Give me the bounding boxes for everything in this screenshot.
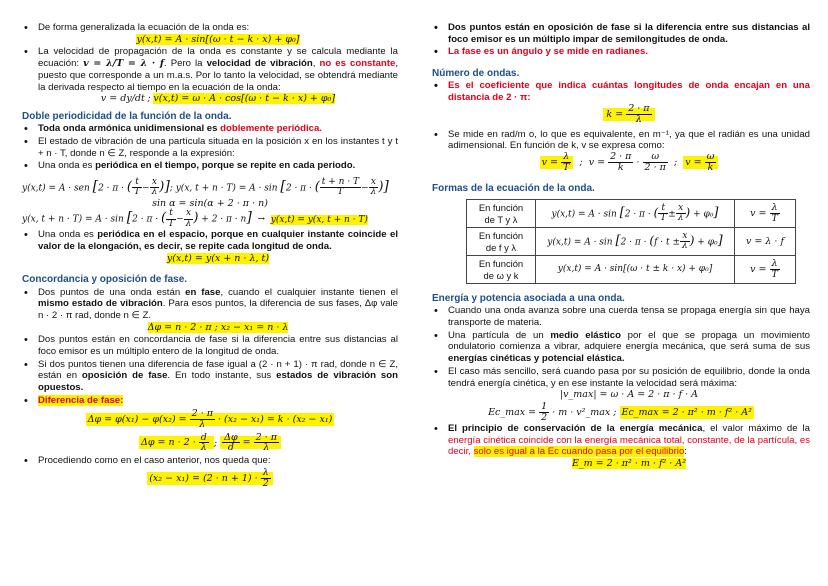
eqE-den1: λ	[200, 442, 207, 454]
left-column	[22, 22, 398, 489]
velocity-text-2: . Pero la	[164, 58, 207, 70]
doubly-periodic-text-1: Toda onda armónica unidimensional es	[38, 123, 221, 135]
eqA-minus-2: −	[361, 183, 369, 194]
eqD-highlight	[86, 407, 335, 430]
velocity-k-frac-4	[705, 152, 717, 173]
row-eq-mid: 2 · π ·	[624, 209, 651, 220]
opposition-text-2: oposición de fase	[81, 370, 168, 382]
eqE-highlight-2	[220, 431, 281, 454]
equation-time-period: y(x,t) = A · sen [2 · π · ( $\frac{t}{T}$ − $\frac{x}{\lambda}$ )]; y(x, t + n · T) = A · sin [2 · π · ( $\frac{t + n \cdot T}{T}$ − $\frac{x}{\lambda}$ )]	[22, 176, 389, 198]
eqA-frac-tnt	[320, 178, 361, 198]
row-vd: T	[771, 269, 778, 281]
velocity-formula: v = λ/T = λ · f	[83, 58, 164, 70]
velocity-k-frac-1	[561, 152, 571, 173]
row-d2: λ	[677, 213, 684, 224]
periodic-time-text-2: periódica en el tiempo, porque se repite en cada periodo.	[95, 160, 356, 172]
row-pm: f · t ±	[654, 237, 681, 248]
velocity-k-sep-1: ;	[579, 157, 583, 169]
eqF-highlight	[147, 467, 273, 490]
wave-equation-text: De forma generalizada la ecuación de la onda es:	[38, 22, 250, 33]
in-phase-text-3: , cuando el cualquier instante tienen el	[220, 286, 398, 298]
bullet-equilibrium	[432, 366, 810, 401]
max-velocity-formula: |v_max| = ω · A = 2 · π · f · A	[559, 389, 699, 401]
eqA-den2: λ	[151, 187, 158, 198]
eqA-num3: t + n · T	[321, 176, 360, 187]
equation-time-result: y(x, t + n · T) = A · sin [2 · π · ( $\frac{t}{T}$ − $\frac{x}{\lambda}$ ) + 2 · π · n] → y(x,t) = y(x, t + n · T)	[22, 208, 368, 229]
derivative-separator: ;	[147, 93, 151, 105]
heading-equation-forms: Formas de la ecuación de la onda.	[432, 182, 595, 194]
wave-number-formula	[603, 102, 654, 125]
velocity-k-num3: ω	[643, 152, 668, 163]
eqF-num: λ	[261, 468, 271, 479]
velocity-k-v2: v =	[588, 157, 606, 169]
bullet-elastic-medium	[432, 330, 810, 365]
conservation-text-1: El principio de conservación de la energía mecánica	[448, 422, 703, 434]
eqC-part-1: y(x, t + n · T) = A · sin	[22, 214, 124, 225]
eqC-part-2: 2 · π ·	[132, 214, 159, 225]
eqC-frac-t	[166, 209, 176, 229]
velocity-k-frac-2	[608, 152, 633, 173]
units-text: Se mide en rad/m o, lo que es equivalente, en m⁻¹, ya que el radián es una unidad adimensional. En función de k, v se expresa como:	[448, 128, 810, 152]
bullet-wave-number-definition	[432, 80, 810, 124]
velocity-k-num4: ω	[706, 151, 715, 163]
conservation-text-4: solo es igual a la Ec cuando pasa por el equilibrio	[473, 446, 685, 458]
opposition-text-1: Si dos puntos tienen una diferencia de fase igual a (2 · n + 1) · π rad, donde n ∈ Z, están en	[38, 358, 398, 382]
bullet-velocity	[22, 46, 398, 105]
phase-difference-label: Diferencia de fase:	[38, 394, 124, 406]
in-phase-text-4: mismo estado de vibración	[38, 298, 163, 310]
right-column	[432, 22, 810, 471]
eqF-den: 2	[262, 478, 269, 490]
row-equation: y(x,t) = A · sin [2 · π · ( $\frac{t}{T}$ ± $\frac{x}{\lambda}$ ) + φ₀]	[536, 200, 735, 228]
bullet-vibration-state: • El estado de vibración de una partícula situada en la posición x en los instantes t y t + n · T, donde n ∈ Z, responde a la expresión:	[22, 136, 398, 159]
eqA-num2: x	[150, 178, 160, 188]
row-n2: x	[676, 204, 686, 214]
kinetic-den: 2	[541, 411, 548, 423]
eqE-den2: d	[227, 442, 234, 454]
row-label	[467, 200, 536, 228]
eqE-den3: λ	[263, 442, 270, 454]
eqC-arrow: →	[257, 214, 266, 225]
in-phase-formula: Δφ = n · 2 · π ; x₂ − x₁ = n · λ	[147, 321, 289, 333]
row-eq-post: + φ₀	[697, 237, 718, 248]
eqA-minus: −	[142, 183, 150, 194]
eqC-num2: x	[184, 209, 194, 219]
derivative-formula: v = dy/dt	[100, 93, 145, 105]
velocity-k-v1: v =	[541, 157, 559, 169]
eqE-num2: Δφ	[224, 431, 238, 443]
bullet-phase-angle: • La fase es un ángulo y se mide en radianes.	[432, 46, 810, 58]
velocity-k-den4: k	[707, 162, 714, 174]
eqC-den2: λ	[185, 218, 192, 229]
eqE-frac-2	[222, 433, 240, 454]
opposition-text-4: estados de vibración son opuestos.	[38, 370, 398, 394]
bullet-units	[432, 129, 810, 173]
eqA-part-2b: 2 · π ·	[285, 183, 312, 194]
heading-phase: Concordancia y oposición de fase.	[22, 274, 188, 286]
velocity-text-5: no es constante	[319, 58, 396, 70]
bullet-proceeding: • Procediendo como en el caso anterior, nos queda que:	[22, 455, 398, 467]
eqE-frac-1	[199, 433, 209, 454]
row-velocity	[735, 228, 796, 256]
bullet-wave-equation	[22, 22, 398, 45]
eqA-num1: t	[132, 178, 142, 188]
row-v-pre: v =	[750, 264, 767, 276]
table-row	[467, 228, 796, 256]
wave-number-frac	[626, 104, 651, 125]
row-v-frac	[770, 203, 780, 224]
eqD-den: λ	[199, 418, 206, 430]
conservation-text-2: , el valor máximo de la	[702, 422, 810, 434]
wave-number-text: Es el coeficiente que indica cuántas longitudes de onda encajan en una distancia de 2 · π:	[448, 80, 810, 103]
eqD-part-1: Δφ = φ(x₁) − φ(x₂) =	[87, 413, 187, 425]
velocity-k-sep-2: ;	[673, 157, 678, 169]
bullet-energy-conservation	[432, 423, 810, 470]
kinetic-highlight: Ec_max = 2 · π² · m · f² · A²	[621, 406, 752, 418]
equation-forms-table	[466, 199, 796, 284]
row-label	[467, 228, 536, 256]
eqA-num4: x	[369, 178, 379, 188]
row-v-pre: v =	[750, 208, 767, 220]
bullet-energy-propagation: • Cuando una onda avanza sobre una cuerda tensa se propaga energía sin que haya transporte de materia.	[432, 305, 810, 328]
periodic-space-text-2: periódica en el espacio, porque en cualquier instante coincide el valor de la elongación, es decir, se repite cada longitud de onda.	[38, 229, 398, 252]
eqA-frac-t	[132, 178, 142, 198]
row-frac-1	[658, 204, 668, 224]
eqA-den4: λ	[370, 187, 377, 198]
row-label-line1: En función	[478, 258, 524, 270]
elastic-text-1: Una partícula de un	[448, 329, 551, 341]
wave-equation-formula: y(x,t) = A · sin[(ω · t − k · x) + φ₀]	[136, 33, 300, 45]
eqE-highlight-1	[139, 431, 214, 454]
eqE-sep: ;	[213, 437, 218, 449]
velocity-text-3: velocidad de vibración	[206, 58, 313, 70]
periodic-time-text-1: Una onda es	[38, 160, 96, 172]
in-phase-text-2: en fase	[185, 286, 221, 298]
eqE-num1: d	[200, 431, 207, 443]
equation-phase-difference	[22, 409, 398, 430]
eqC-num1: t	[166, 209, 176, 219]
row-d1: T	[660, 213, 667, 224]
row-eq-pre: y(x,t) = A · sin	[547, 237, 613, 248]
eqF-frac	[261, 468, 271, 489]
row-velocity	[735, 200, 796, 228]
elastic-text-4: energías cinéticas y potencial elástica.	[448, 353, 625, 365]
heading-wave-number: Número de ondas.	[432, 68, 520, 80]
eqE-eq: =	[242, 437, 251, 449]
equation-odd-half-wavelength	[22, 468, 398, 489]
opposition-text-3: . En todo instante, sus	[167, 370, 277, 382]
row-eq-post: + φ₀	[693, 209, 714, 220]
velocity-k-formulas	[448, 152, 810, 173]
eqA-den1: T	[134, 187, 141, 198]
eqC-part-3: + 2 · π · n	[201, 214, 247, 225]
bullet-doubly-periodic	[22, 123, 398, 135]
row-d2: λ	[682, 241, 688, 252]
row-equation: y(x,t) = A · sin [2 · π · (f · t ± $\frac{x}{\lambda}$ ) + φ₀]	[536, 228, 735, 256]
row-pm: ±	[668, 209, 676, 220]
eqE-part-1: Δφ = n · 2 ·	[140, 437, 196, 449]
velocity-k-num1: λ	[561, 152, 571, 163]
kinetic-part-1: Ec_max =	[488, 406, 537, 418]
bullet-opposition-distance: • Dos puntos están en oposición de fase si la diferencia entre sus distancias al foco emisor es un múltiplo impar de semilongitudes de onda.	[432, 22, 810, 45]
eqC-minus: −	[176, 214, 184, 225]
table-row	[467, 256, 796, 284]
velocity-k-den3: 2 · π	[644, 162, 666, 174]
eqE-num3: 2 · π	[255, 431, 278, 443]
velocity-text-6: , puesto que corresponde a un m.a.s. Por lo tanto la velocidad, se obtendrá mediante la derivada respecto al tiempo en la ecuación de la onda:	[38, 58, 398, 93]
eqD-frac	[190, 409, 215, 430]
periodic-space-text-1: Una onda es	[38, 229, 98, 241]
velocity-k-v3: v =	[685, 157, 702, 169]
conservation-text-5: :	[684, 446, 687, 458]
row-frac-2	[676, 204, 686, 224]
eqA-part-3: ; y(x, t + n · T) = A · sin	[169, 183, 278, 194]
eqA-frac-x2	[369, 178, 379, 198]
vibration-velocity-formula: v(x,t) = ω · A · cos[(ω · t − k · x) + φ₀]	[153, 93, 336, 105]
table-row	[467, 200, 796, 228]
heading-energy: Energía y potencia asociada a una onda.	[432, 293, 625, 305]
bullet-opposition	[22, 359, 398, 394]
velocity-k-dot: ·	[636, 157, 640, 169]
row-n1: t	[658, 204, 668, 214]
row-label-line1: En función	[478, 202, 524, 214]
eqA-frac-x	[150, 178, 160, 198]
row-frac-2	[680, 232, 690, 252]
kinetic-frac	[539, 402, 549, 423]
velocity-k-num2: 2 · π	[610, 151, 632, 163]
row-label-line2: de f y λ	[485, 241, 517, 253]
row-eq-pre: y(x,t) = A · sin	[551, 209, 617, 220]
bullet-periodic-space	[22, 229, 398, 264]
in-phase-text-1: Dos puntos de una onda están	[38, 286, 186, 298]
row-v-frac	[770, 259, 780, 280]
row-label-line1: En función	[478, 230, 524, 242]
row-vn: λ	[770, 203, 780, 214]
eqD-part-2: · (x₂ − x₁) = k · (x₂ − x₁)	[218, 413, 333, 425]
eqA-den3: T	[337, 187, 344, 198]
row-equation	[536, 256, 735, 284]
eqC-highlight: y(x,t) = y(x, t + n · T)	[270, 214, 368, 225]
row-vd: T	[771, 213, 778, 225]
row-label-line2: de ω y k	[483, 269, 519, 281]
doubly-periodic-text-2: doblemente periódica.	[220, 123, 322, 135]
conservation-text-3: energía cinética coincide con la energía mecánica total, constante, de la partícula, es decir,	[448, 434, 810, 458]
eqA-part-1: y(x,t) = A · sen	[22, 183, 90, 194]
velocity-text-1: La velocidad de propagación de la onda es constante y se calcula mediante la ecuación:	[38, 46, 398, 70]
velocity-k-frac-3	[643, 152, 668, 173]
row-v-pre: v = λ · f	[746, 235, 784, 247]
velocity-k-hl-1	[540, 151, 574, 174]
kinetic-energy-formula	[432, 402, 810, 423]
equation-phase-distance	[22, 433, 398, 454]
bullet-in-phase	[22, 287, 398, 334]
heading-double-periodicity: Doble periodicidad de la función de la onda.	[22, 110, 232, 122]
velocity-k-hl-2	[683, 151, 718, 174]
in-phase-text-5: . Para esos puntos, la diferencia de sus fases, Δφ vale n · 2 · π rad, donde n ∈ Z.	[38, 298, 398, 321]
velocity-k-den1: T	[563, 162, 570, 174]
eqA-part-2: 2 · π ·	[98, 183, 125, 194]
row-velocity	[735, 256, 796, 284]
bullet-periodic-time	[22, 160, 398, 172]
wave-number-den: λ	[635, 113, 642, 125]
kinetic-part-2: · m · v²_max ;	[552, 406, 617, 418]
row-label	[467, 256, 536, 284]
wave-number-num: 2 · π	[628, 102, 650, 114]
eqE-frac-3	[254, 433, 279, 454]
row-n2: x	[680, 232, 690, 242]
kinetic-num: 1	[541, 400, 548, 412]
elastic-text-2: medio elástico	[550, 329, 621, 341]
eqC-frac-x	[184, 209, 194, 229]
row-label-line2: de T y λ	[484, 213, 518, 225]
bullet-phase-difference	[22, 395, 398, 407]
row-eq-pre: y(x,t) = A · sin[(ω · t ± k · x) + φ₀]	[557, 264, 713, 275]
bullet-concordance: • Dos puntos están en concordancia de fase si la diferencia entre sus distancias al foco emisor es un múltiplo entero de la longitud de onda.	[22, 334, 398, 357]
row-vn: λ	[770, 259, 780, 270]
velocity-text-4: ,	[312, 58, 320, 70]
mechanical-energy-formula: E_m = 2 · π² · m · f² · A²	[571, 457, 687, 469]
eqD-num: 2 · π	[191, 407, 213, 419]
wave-number-lhs: k =	[606, 108, 624, 120]
velocity-k-den2: k	[617, 162, 624, 174]
equation-sine-identity: sin α = sin(α + 2 · π · n)	[152, 197, 268, 209]
elastic-text-3: por el que se propaga un movimiento ondulatorio comienza a vibrar, adquiere energía mecánica, que será suma de sus	[448, 329, 810, 353]
equilibrium-text: El caso más sencillo, será cuando pasa por su posición de equilibrio, donde la onda tendrá energía cinética, y en ese instante la velocidad será máxima:	[448, 365, 810, 389]
row-eq-mid: 2 · π ·	[620, 237, 647, 248]
eqC-den1: T	[168, 218, 175, 229]
periodic-space-formula: y(x,t) = y(x + n · λ, t)	[166, 252, 270, 264]
eqF-part-1: (x₂ − x₁) = (2 · n + 1) ·	[149, 473, 258, 485]
